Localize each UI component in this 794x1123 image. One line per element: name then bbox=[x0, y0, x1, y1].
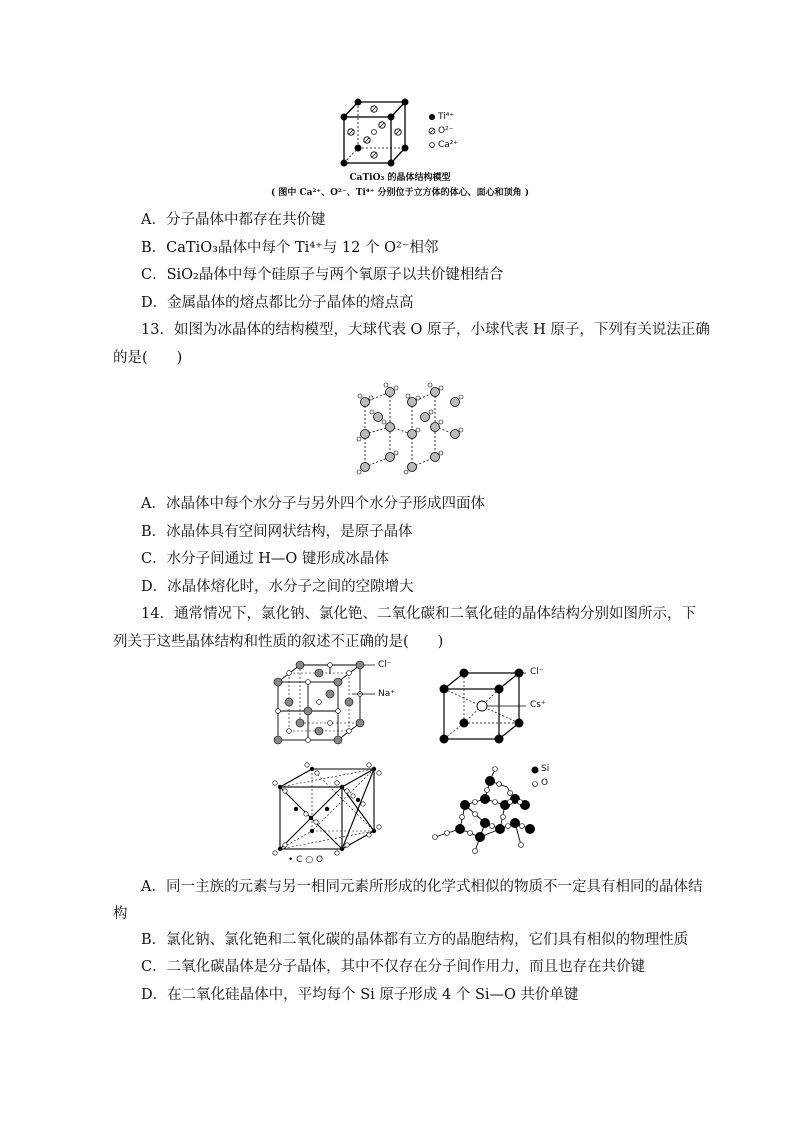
cscl-cs-label: Cs⁺ bbox=[530, 700, 546, 710]
nacl-crystal-figure bbox=[270, 660, 405, 745]
cscl-cl-label: Cl⁻ bbox=[530, 667, 544, 677]
q14-option-d: D．在二氧化硅晶体中，平均每个 Si 原子形成 4 个 Si—O 共价单键 bbox=[141, 987, 579, 1003]
catio3-caption-note: ( 图中 Ca²⁺、O²⁻、Ti⁴⁺ 分别位于立方体的体心、面心和顶角 ) bbox=[270, 188, 530, 198]
sio2-si-label: Si bbox=[541, 764, 550, 774]
legend-o: O²⁻ bbox=[438, 126, 454, 136]
q14-option-c: C．二氧化碳晶体是分子晶体，其中不仅存在分子间作用力，而且也存在共价键 bbox=[141, 959, 646, 975]
nacl-cl-label: Cl⁻ bbox=[378, 660, 392, 670]
q14-option-a-cont: 构 bbox=[113, 906, 128, 922]
legend-ca: Ca²⁺ bbox=[438, 140, 459, 150]
q13-option-d: D．冰晶体熔化时，水分子之间的空隙增大 bbox=[141, 579, 414, 595]
q12-option-c: C．SiO₂晶体中每个硅原子与两个氧原子以共价键相结合 bbox=[141, 267, 504, 283]
co2-legend: • C ○ O bbox=[288, 855, 324, 865]
co2-crystal-figure bbox=[270, 765, 390, 857]
q14-stem-cont: 列关于这些晶体结构和性质的叙述不正确的是( ) bbox=[113, 634, 444, 650]
catio3-caption: CaTiO₃ 的晶体结构模型 bbox=[349, 173, 451, 183]
q14-option-a: A．同一主族的元素与另一相同元素所形成的化学式相似的物质不一定具有相同的晶体结 bbox=[141, 879, 703, 895]
sio2-crystal-figure bbox=[425, 765, 545, 855]
sio2-o-label: O bbox=[541, 778, 549, 788]
q13-option-c: C．水分子间通过 H—O 键形成冰晶体 bbox=[141, 551, 389, 567]
q14-stem: 14．通常情况下，氯化钠、氯化铯、二氧化碳和二氧化硅的晶体结构分别如图所示，下 bbox=[141, 606, 696, 622]
nacl-na-label: Na⁺ bbox=[378, 689, 395, 699]
q12-option-d: D．金属晶体的熔点都比分子晶体的熔点高 bbox=[141, 295, 414, 311]
q13-option-b: B．冰晶体具有空间网状结构，是原子晶体 bbox=[141, 524, 413, 540]
q13-stem: 13．如图为冰晶体的结构模型，大球代表 O 原子，小球代表 H 原子，下列有关说法正确 bbox=[141, 322, 710, 338]
ice-crystal-figure bbox=[350, 372, 470, 482]
q13-option-a: A．冰晶体中每个水分子与另外四个水分子形成四面体 bbox=[141, 496, 485, 512]
q12-option-a: A．分子晶体中都存在共价键 bbox=[141, 212, 326, 228]
q14-option-b: B．氯化钠、氯化铯和二氧化碳的晶体都有立方的晶胞结构，它们具有相似的物理性质 bbox=[141, 932, 689, 948]
q12-option-b: B．CaTiO₃晶体中每个 Ti⁴⁺与 12 个 O²⁻相邻 bbox=[141, 240, 439, 256]
q13-stem-cont: 的是( ) bbox=[113, 350, 183, 366]
legend-ti: Ti⁴⁺ bbox=[438, 112, 455, 122]
